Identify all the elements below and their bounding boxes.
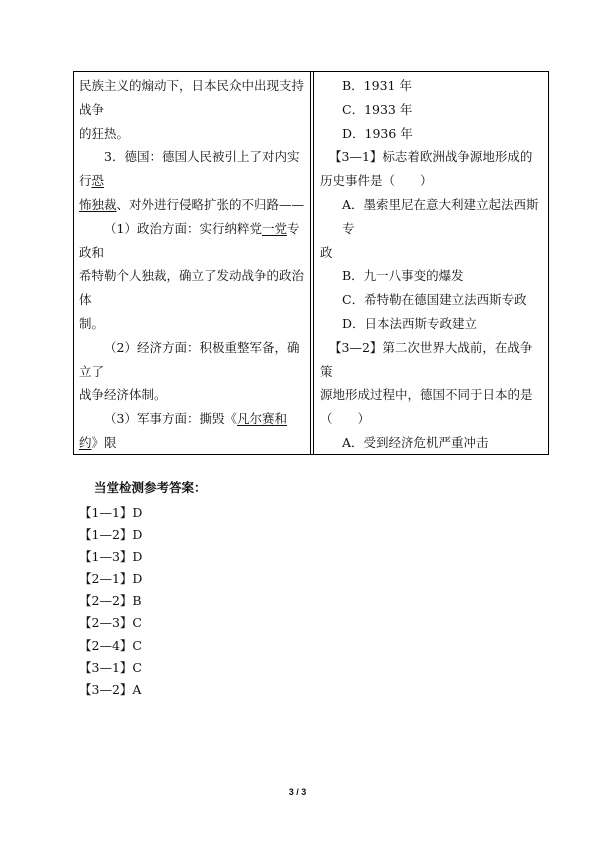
underlined-term: 一党 <box>261 220 287 236</box>
option-d: D．日本法西斯专政建立 <box>342 315 478 331</box>
underlined-term: 恐 <box>91 173 105 189</box>
option-b: B．1931 年 <box>342 78 412 93</box>
question-3-2: 【3—2】第二次世界大战前，在战争策 <box>320 339 533 379</box>
answer-item: 【1—2】D <box>79 527 143 543</box>
political-paragraph: （1）政治方面：实行纳粹党一党专政和 <box>79 220 300 260</box>
text-line: 历史事件是（ ） <box>320 173 433 189</box>
answer-item: 【2—3】C <box>79 615 142 631</box>
military-paragraph: （3）军事方面：撕毁《凡尔赛和约》限 <box>79 411 287 450</box>
option-d: D．1936 年 <box>342 125 413 141</box>
germany-paragraph: 3．德国：德国人民被引上了对内实行恐 <box>79 149 300 189</box>
answer-item: 【2—4】C <box>79 637 142 653</box>
option-c: C．1933 年 <box>342 101 413 117</box>
left-column <box>74 72 311 454</box>
answer-key <box>79 476 207 701</box>
answer-key-title: 当堂检测参考答案： <box>94 480 207 495</box>
answer-item: 【1—3】D <box>79 549 143 565</box>
text-line: 希特勒个人独裁，确立了发动战争的政治体 <box>79 268 305 308</box>
answer-item: 【2—1】D <box>79 571 143 587</box>
answer-item: 【3—1】C <box>79 659 142 675</box>
answer-item: 【1—1】D <box>79 505 143 520</box>
underlined-term: 怖独裁 <box>79 196 117 212</box>
text-line: 战争经济体制。 <box>79 387 167 403</box>
content-table <box>73 71 549 455</box>
text-line: 怖独裁、对外进行侵略扩张的不归路—— <box>79 196 305 212</box>
page-number: 3 / 3 <box>288 787 307 797</box>
answer-item: 【2—2】B <box>79 593 142 609</box>
option-a: A．墨索里尼在意大利建立起法西斯专 <box>342 196 539 236</box>
text-line: 制。 <box>79 315 105 331</box>
option-a: A．受到经济危机严重冲击 <box>342 434 489 450</box>
option-c: C．希特勒在德国建立法西斯专政 <box>342 292 527 308</box>
text-line: （ ） <box>320 411 371 427</box>
economic-paragraph: （2）经济方面：积极重整军备，确立了 <box>79 339 300 379</box>
text-line: 民族主义的煽动下，日本民众中出现支持战争 <box>79 78 305 117</box>
right-column <box>313 72 548 454</box>
text-line: 的狂热。 <box>79 125 130 141</box>
text-line: 政 <box>320 244 333 260</box>
text-line: 源地形成过程中，德国不同于日本的是 <box>320 387 533 403</box>
option-b: B．九一八事变的爆发 <box>342 268 464 284</box>
answer-item: 【3—2】A <box>79 681 142 697</box>
underlined-term: 凡尔赛和约 <box>79 411 287 450</box>
question-3-1: 【3—1】标志着欧洲战争源地形成的 <box>329 149 533 165</box>
